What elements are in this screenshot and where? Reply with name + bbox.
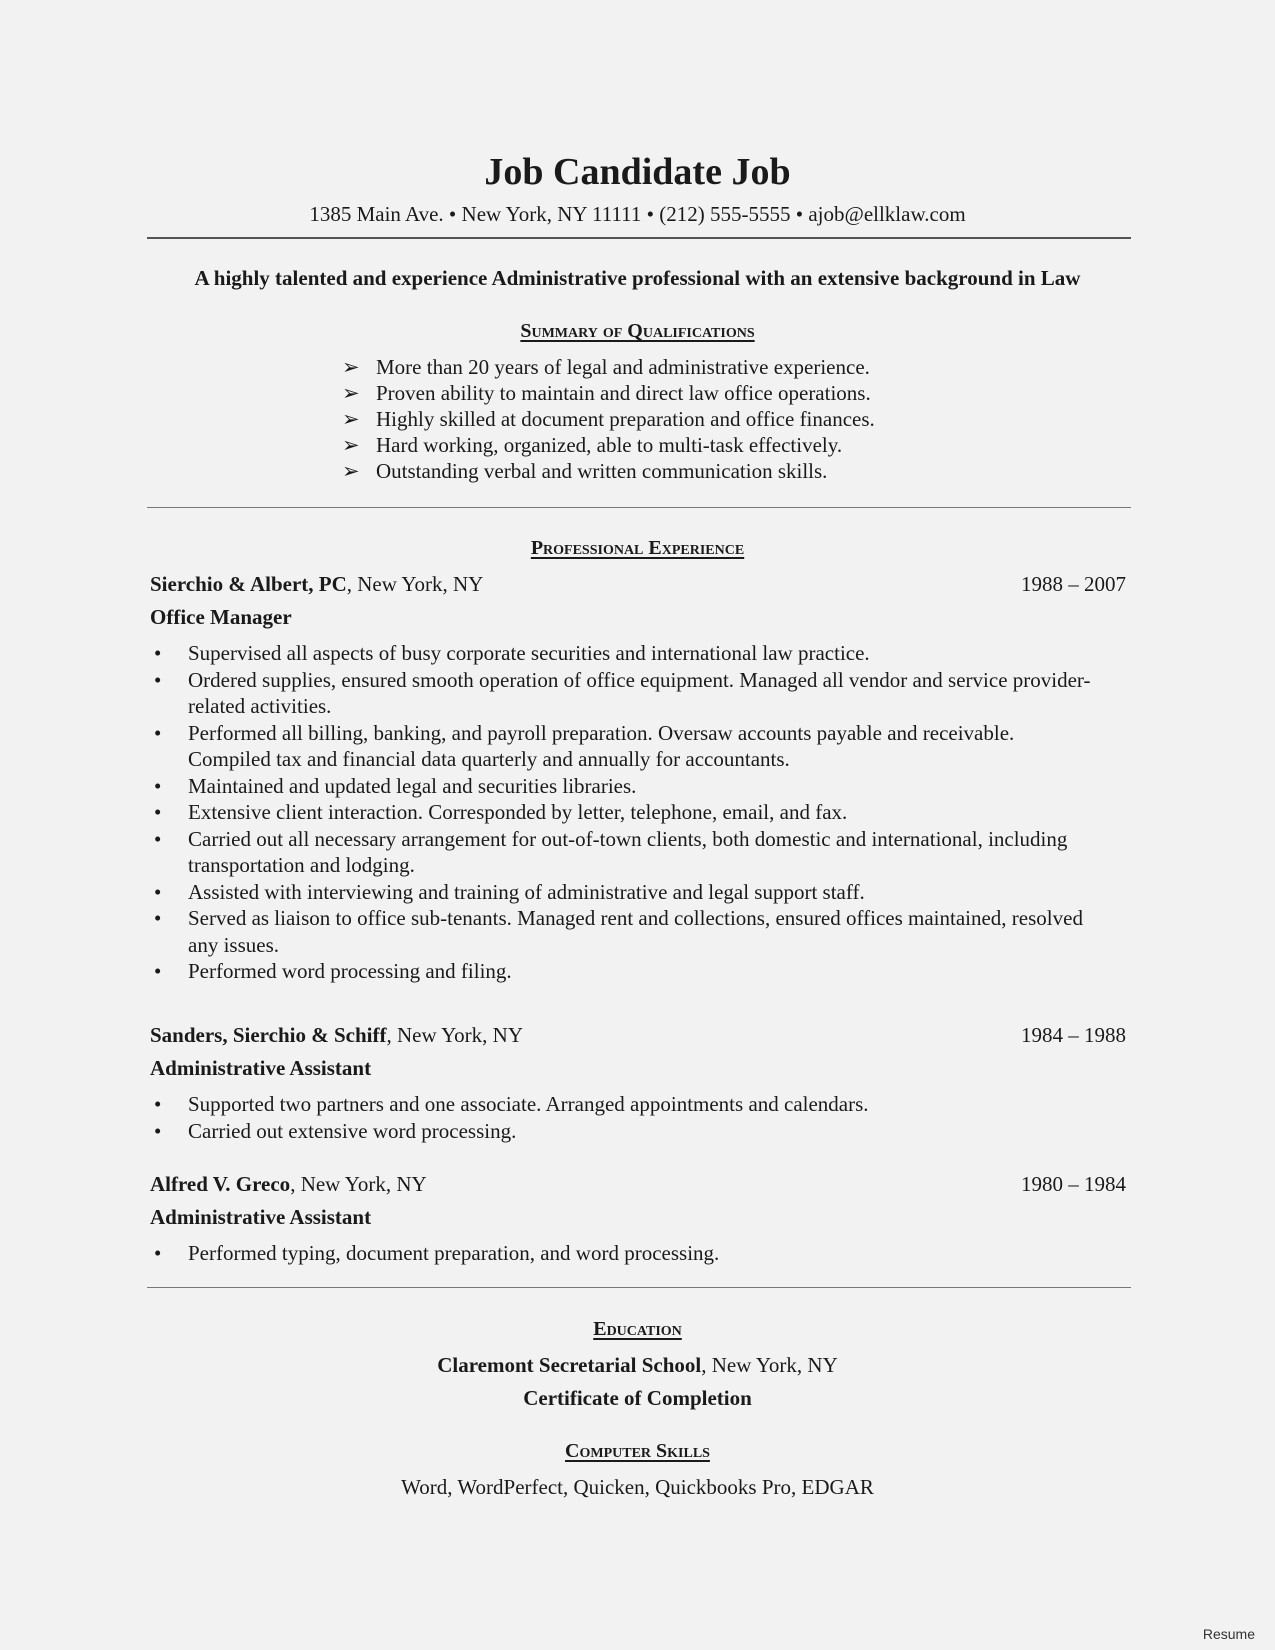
bullet-icon: •: [154, 1241, 162, 1265]
header-divider: [147, 237, 1131, 239]
summary-divider: [147, 507, 1131, 508]
arrow-bullet-icon: ➢: [342, 433, 360, 457]
contact-line: 1385 Main Ave. • New York, NY 11111 • (212) 555-5555 • ajob@ellklaw.com: [309, 202, 966, 226]
job-title: Administrative Assistant: [150, 1205, 372, 1229]
list-item: ➢ Hard working, organized, able to multi-task effectively.: [342, 433, 843, 457]
job-1-duties: [150, 640, 1100, 985]
job-header-3: [150, 1172, 1126, 1197]
list-item: ➢ Highly skilled at document preparation and office finances.: [342, 407, 875, 431]
bullet-icon: •: [154, 1118, 162, 1143]
list-item: • Carried out all necessary arrangement for out-of-town clients, both domestic and international, including transportation and lodging.: [154, 826, 1068, 877]
summary-heading-text: Summary of Qualifications: [520, 320, 755, 342]
job-title: Administrative Assistant: [150, 1056, 372, 1080]
bullet-icon: •: [154, 641, 162, 665]
bullet-icon: •: [154, 800, 162, 824]
candidate-name: Job Candidate Job: [484, 151, 791, 193]
job-header-1: [150, 572, 1126, 597]
firm-name: Sierchio & Albert, PC: [150, 572, 347, 596]
summary-heading: [0, 320, 1275, 343]
list-item: • Performed typing, document preparation, and word processing.: [154, 1241, 720, 1265]
job-dates: 1980 – 1984: [1021, 1172, 1126, 1196]
experience-divider: [147, 1287, 1131, 1288]
bullet-icon: •: [154, 720, 162, 745]
bullet-icon: •: [154, 667, 162, 692]
firm-location: , New York, NY: [386, 1023, 523, 1047]
job-3-duties: [150, 1240, 1100, 1267]
arrow-bullet-icon: ➢: [342, 407, 360, 431]
bullet-icon: •: [154, 773, 162, 798]
job-header-2: [150, 1023, 1126, 1048]
education-heading-text: Education: [593, 1318, 682, 1340]
bullet-icon: •: [154, 826, 162, 851]
list-item: • Performed word processing and filing.: [154, 959, 512, 983]
job-dates: 1988 – 2007: [1021, 572, 1126, 596]
list-item: • Supervised all aspects of busy corporate securities and international law practice.: [154, 641, 870, 665]
firm-location: , New York, NY: [290, 1172, 427, 1196]
arrow-bullet-icon: ➢: [342, 355, 360, 379]
arrow-bullet-icon: ➢: [342, 381, 360, 405]
job-title: Office Manager: [150, 605, 292, 629]
bullet-icon: •: [154, 1092, 162, 1116]
experience-heading-text: Professional Experience: [530, 537, 745, 559]
arrow-bullet-icon: ➢: [342, 459, 360, 483]
school-location: , New York, NY: [701, 1353, 838, 1377]
footer-label: Resume: [1202, 1626, 1255, 1642]
list-item: • Assisted with interviewing and training of administrative and legal support staff.: [154, 879, 865, 904]
list-item: • Extensive client interaction. Corresponded by letter, telephone, email, and fax.: [154, 800, 848, 824]
experience-heading: [0, 537, 1275, 560]
list-item: • Served as liaison to office sub-tenants. Managed rent and collections, ensured offices maintained, resolved any issues.: [154, 906, 1083, 957]
list-item: ➢ More than 20 years of legal and administrative experience.: [342, 355, 870, 379]
education-heading: [0, 1318, 1275, 1341]
bullet-icon: •: [154, 906, 162, 930]
skills-heading: [0, 1440, 1275, 1463]
qualifications-list: [342, 354, 875, 484]
school-name: Claremont Secretarial School: [437, 1353, 702, 1377]
job-dates: 1984 – 1988: [1021, 1023, 1126, 1047]
bullet-icon: •: [154, 879, 162, 904]
skills-list: Word, WordPerfect, Quicken, Quickbooks Pro, EDGAR: [401, 1475, 874, 1499]
list-item: ➢ Proven ability to maintain and direct law office operations.: [342, 381, 871, 405]
list-item: • Maintained and updated legal and securities libraries.: [154, 773, 637, 798]
list-item: • Ordered supplies, ensured smooth operation of office equipment. Managed all vendor and service provider-related activities.: [154, 667, 1091, 718]
bullet-icon: •: [154, 959, 162, 983]
firm-location: , New York, NY: [346, 572, 484, 596]
job-2-duties: [150, 1091, 1100, 1144]
list-item: ➢ Outstanding verbal and written communication skills.: [342, 459, 828, 483]
list-item: • Performed all billing, banking, and payroll preparation. Oversaw accounts payable and receivable. Compiled tax and financial data quarterly and annually for accountants.: [154, 720, 1015, 771]
firm-name: Sanders, Sierchio & Schiff: [150, 1023, 387, 1047]
firm-name: Alfred V. Greco: [150, 1172, 291, 1196]
list-item: • Carried out extensive word processing.: [154, 1118, 517, 1143]
school-line: [0, 1353, 1275, 1378]
skills-heading-text: Computer Skills: [565, 1440, 710, 1462]
list-item: • Supported two partners and one associate. Arranged appointments and calendars.: [154, 1092, 869, 1116]
certificate: Certificate of Completion: [523, 1386, 752, 1410]
tagline: A highly talented and experience Administrative professional with an extensive background in Law: [194, 266, 1081, 290]
